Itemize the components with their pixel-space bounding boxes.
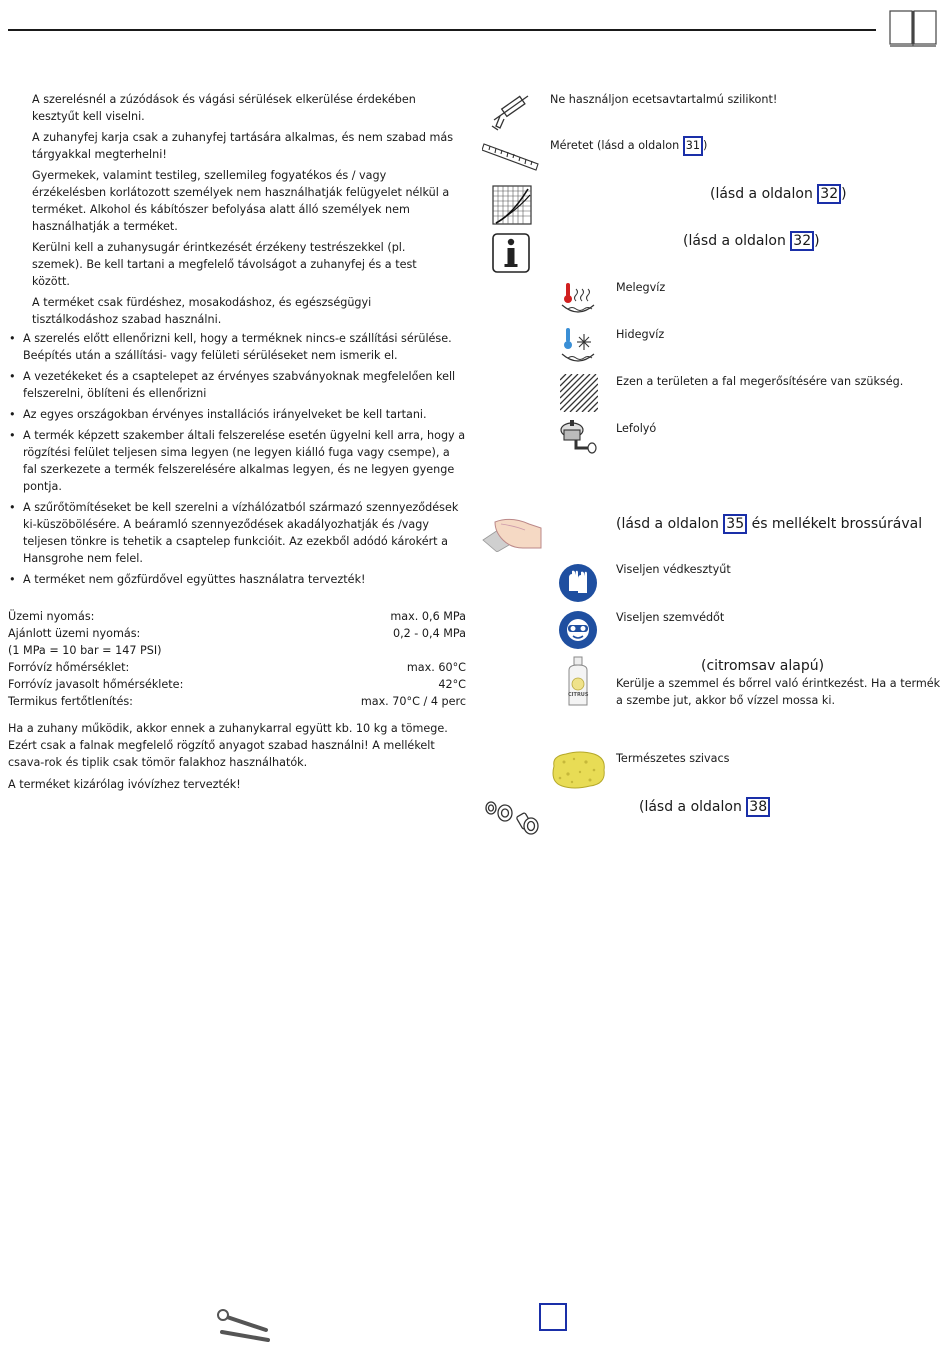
list-item: • A termék képzett szakember általi felszerelése esetén ügyelni kell arra, hogy a rögzítési felület teljesen sima legyen (ne legyen kiálló fuga vagy csempe), a fal szerkezete a termék felszerelésére alkalmas legyen, és ne legyen gyenge pontja. — [8, 427, 466, 495]
spec-label: Termikus fertőtlenítés: — [8, 695, 133, 708]
list-item: • A szűrőtömítéseket be kell szerelni a vízhálózatból származó szennyeződések ki-küszöbölésére. A beáramló szennyeződések akadályozhatják és /vagy teljesen tönkre is tehetik a csaptelep funkcióit. Az ezekből adódó károkért a Hansgrohe nem felel. — [8, 499, 466, 567]
spec-label: (1 MPa = 10 bar = 147 PSI) — [8, 644, 162, 657]
citrus-warning: Kerülje a szemmel és bőrrel való érintkezést. Ha a termék a szembe jut, akkor bő vízzel mossa ki. — [616, 677, 941, 707]
reference-suffix: ) — [814, 233, 820, 249]
spec-label: Üzemi nyomás: — [8, 610, 95, 623]
drinking-water-note: A terméket kizárólag ivóvízhez tervezték! — [8, 778, 241, 791]
page-link-32[interactable]: 32 — [790, 231, 814, 251]
cleaning-hand-icon — [481, 514, 543, 552]
citrus-bottle-label: CITRUS — [568, 692, 589, 698]
safety-paragraph: A terméket csak fürdéshez, mosakodáshoz, és egészségügyi tisztálkodáshoz szabad használni. — [32, 296, 372, 326]
reference-suffix: és mellékelt brossúrával — [747, 516, 923, 532]
list-item: • Az egyes országokban érvényes installációs irányelveket be kell tartani. — [8, 406, 466, 423]
list-item: • A vezetékeket és a csaptelepet az érvényes szabványoknak megfelelően kell felszerelni, öblíteni és ellenőrizni — [8, 368, 466, 402]
wall-reinforcement-icon — [560, 374, 598, 412]
page-link-31[interactable]: 31 — [683, 136, 703, 156]
spec-row — [8, 625, 466, 642]
spec-row — [8, 608, 466, 625]
wall-reinforcement-label: Ezen a területen a fal megerősítésére van szükség. — [616, 375, 904, 388]
reference-prefix: (lásd a oldalon — [639, 799, 747, 815]
cleaning-reference — [616, 514, 922, 534]
weight-note: Ha a zuhany működik, akkor ennek a zuhanykarral együtt kb. 10 kg a tömege. Ezért csak a falnak megfelelő rögzítő anyagot szabad használni! A mellékelt csava-rok és tiplik csak tömör falakhoz használhatók. — [8, 722, 448, 769]
list-item: • A szerelés előtt ellenőrizni kell, hogy a terméknek nincs-e szállítási sérülése. Beépítés után a szállítási- vagy felületi sérüléseket nem ismerik el. — [8, 330, 466, 364]
goggles-label: Viseljen szemvédőt — [616, 611, 725, 624]
silicone-gun-icon — [488, 90, 534, 132]
flow-diagram-reference — [710, 184, 847, 204]
safety-paragraph: Kerülni kell a zuhanysugár érintkezését érzékeny testrészekkel (pl. szemek). Be kell tartani a megfelelő távolságot a zuhanyfej és a test között. — [32, 241, 417, 288]
page-link-38[interactable]: 38 — [746, 797, 770, 817]
dimensions-suffix: ) — [702, 139, 708, 152]
hot-water-label: Melegvíz — [616, 281, 666, 294]
installation-notes-list — [8, 330, 466, 592]
tools-icon — [216, 1306, 274, 1346]
silicone-warning: Ne használjon ecetsavtartalmú szilikont! — [550, 93, 778, 106]
spec-label: Ajánlott üzemi nyomás: — [8, 627, 141, 640]
safety-paragraph: A zuhanyfej karja csak a zuhanyfej tartására alkalmas, és nem szabad más tárgyakkal megterhelni! — [32, 131, 454, 161]
info-icon — [492, 233, 530, 273]
citrus-cleaner-bottle-icon — [566, 656, 590, 708]
spare-parts-reference — [639, 797, 770, 817]
spec-value: max. 0,6 MPa — [390, 610, 466, 623]
reference-prefix: (lásd a oldalon — [683, 233, 791, 249]
reference-prefix: (lásd a oldalon — [616, 516, 724, 532]
spare-parts-icon — [483, 798, 541, 838]
flow-diagram-icon — [492, 185, 532, 225]
drain-icon — [558, 418, 600, 458]
hot-water-icon — [558, 279, 598, 319]
dimensions-label: Méretet (lásd a oldalon — [550, 139, 683, 152]
cold-water-icon — [558, 326, 598, 368]
spec-row — [8, 693, 466, 710]
dimensions-reference — [550, 136, 707, 156]
cold-water-label: Hidegvíz — [616, 328, 665, 341]
goggles-icon — [558, 610, 598, 650]
safety-paragraph: A szerelésnél a zúzódások és vágási sérülések elkerülése érdekében kesztyűt kell viselni. — [32, 93, 416, 123]
spec-value: 0,2 - 0,4 MPa — [392, 627, 466, 640]
spec-row — [8, 659, 466, 676]
header-rule — [8, 29, 876, 31]
spec-label: Forróvíz javasolt hőmérséklete: — [8, 678, 184, 691]
spec-label: Forróvíz hőmérséklet: — [8, 661, 130, 674]
spec-value: max. 70°C / 4 perc — [360, 695, 466, 708]
sponge-icon — [550, 750, 606, 790]
list-item: • A terméket nem gőzfürdővel együttes használatra tervezték! — [8, 571, 466, 588]
sponge-label: Természetes szivacs — [616, 752, 730, 765]
spec-value: 42°C — [438, 678, 466, 691]
gloves-icon — [558, 563, 598, 603]
page-number-box — [539, 1303, 567, 1331]
page-link-32[interactable]: 32 — [817, 184, 841, 204]
reference-suffix: ) — [841, 186, 847, 202]
info-reference — [683, 231, 820, 251]
ruler-icon — [482, 138, 540, 174]
drain-label: Lefolyó — [616, 422, 657, 435]
gloves-label: Viseljen védkesztyűt — [616, 563, 731, 576]
manual-book-icon — [889, 8, 937, 48]
page-link-35[interactable]: 35 — [723, 514, 747, 534]
spec-row — [8, 642, 466, 659]
safety-paragraph: Gyermekek, valamint testileg, szellemileg fogyatékos és / vagy érzékelésben korlátozott személyek nem használhatják felügyelet nélkül a terméket. Alkohol és kábítószer befolyása alatt álló személyek nem használhatják a terméket. — [32, 169, 450, 233]
safety-section — [32, 91, 458, 332]
spec-row — [8, 676, 466, 693]
spec-value: max. 60°C — [406, 661, 466, 674]
citrus-title: (citromsav alapú) — [701, 658, 825, 674]
reference-prefix: (lásd a oldalon — [710, 186, 818, 202]
